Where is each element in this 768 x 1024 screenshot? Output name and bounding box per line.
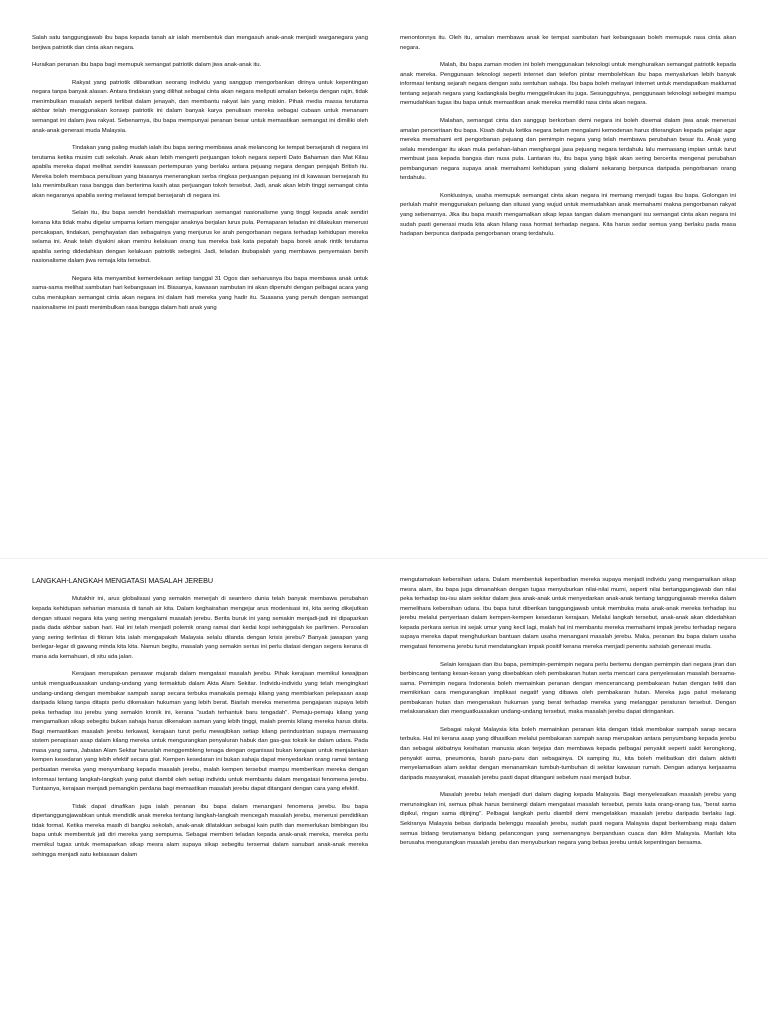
paragraph: Tidak dapat dinafikan juga ialah peranan ibu bapa dalam menangani fenomena jerebu. Ibu bapa dipertanggungjawabkan untuk mendidik anak mereka tentang langkah-langkah mencegah masalah jerebu, menerusi pendidikan tidak formal. Ketika mereka masih di bangku sekolah, anak-anak dilatakkan sebagai kain putih dan memerlukan bimbingan ibu bapa untuk membentuk jati diri mereka yang sempurna. Sebagai memberi teladan kepada anak-anak mereka, mereka perlu memikul tugas untuk memaparkan sikap mesra alam supaya sikap sebegitu tersemai dalam sanubari anak-anak mereka sehingga menjadi satu kebiasaan dalam bbox=[32, 803, 368, 858]
essay-patriotik-column-left bbox=[32, 34, 368, 544]
paragraph: Mutakhir ini, arus globalisasi yang semakin menerjah di seantero dunia telah banyak membawa perubahan kepada kehidupan seharian manusia di tanah air kita. Dalam keghairahan mengejar arus modenisasi ini, kita sering dikejutkan dengan situasi negara kita yang sering mengalami masalah jerebu. Berita buruk ini yang semakin menjadi-jadi ini dipaparkan pada dada akhbar saban hari. Hal ini telah menjadi polemik orang ramai dari kedai kopi sehinggalah ke parlimen. Persoalan yang sering terlintas di fikiran kita ialah mengapakah Malaysia selalu dilanda dengan krisis jerebu? Banyak jawapan yang berlegar-legar di gawang minda kita kita. Namun begitu, masalah yang semakin serius ini perlu diatasi dengan segera kerana di mana ada kemahuan, di situ ada jalan. bbox=[32, 596, 368, 660]
essay-heading: LANGKAH-LANGKAH MENGATASI MASALAH JEREBU bbox=[32, 576, 214, 585]
paragraph: Selain kerajaan dan ibu bapa, pemimpin-pemimpin negara perlu bertemu dengan pemimpin dari negara jiran dan berbincang tentang kesan-kesan yang disebabkan oleh pembakaran hutan serta mencari cara penyelesaian masalah bersama-sama. Pemimpin negara Indonesia boleh memainkan peranan dengan mencerancang pembakaran hutan dengan teliti dan memikirkan cara mengurangkan implikasi negatif yang dibawa oleh pembakaran hutan. Mereka juga patut melarang pembakaran hutan dan mengenakan hukuman yang berat terhadap mereka yang melanggar peraturan tersebut. Dengan melaksanakan dan menguatkuasakan undang-undang tersebut, maka masalah jerebu dapat diringankan. bbox=[400, 661, 736, 716]
essay-jerebu-column-left bbox=[32, 576, 368, 1024]
paragraph: Sebagai rakyat Malaysia kita boleh memainkan peranan kita dengan tidak membakar sampah sarap secara terbuka. Hal ini kerana asap yang dihasilkan melalui pembakaran sampah sarap merupakan antara penyumbang kepada jerebu dan sebagai akibatnya kesihatan manusia akan terjejas dan membawa kepada pelbagai penyakit seperti sakit kerongkong, penyakit asma, pneumonia, barah paru-paru dan sebagainya. Di samping itu, kita boleh melibatkan diri dalam aktiviti menyelamatkan alam sekitar dengan menanamkan tumbuh-tumbuhan di sekitar kawasan rumah. Dengan adanya kerjasama daripada masyarakat, masalah jerebu pasti dapat ditangani sebelum nasi menjadi bubur. bbox=[400, 726, 736, 781]
paragraph: Kerajaan merupakan penawar mujarab dalam mengatasi masalah jerebu. Pihak kerajaan memikul kewajipan untuk menguatkuasakan undang-undang yang termaktub dalam Akta Alam Sekitar. Individu-individu yang telah mengingkari undang-undang dengan membakar sampah sarap secara terbuka manakala pemaju kilang yang membiarkan pelepasan asap daripada kilang tanpa ditapis perlu dikenakan hukuman yang lebih berat. Biarlah mereka menerima pengajaran supaya lebih peka terhadap isu jerebu yang semakin kronik ini, kerana "sudah terhantuk baru tengadah". Pemaju-pemaju kilang yang mengamalkan sikap sebegitu bukan sahaja harus dikenakan saman yang lebih tinggi, malah premis kilang mereka harus disita. Bagi memastikan masalah jerebu terkawal, kerajaan turut perlu mewajibkan setiap kilang perindustrian supaya memasang sistem penapisan asap dalam kilang mereka untuk mengurangkan penyaluran habuk dan gas-gas toksik ke dalam udara. Pada masa yang sama, Jabatan Alam Sekitar haruslah menggembleng tenaga dengan organisasi bukan kerajaan untuk menjalankan kempen kesedaran yang lebih efektif secara giat. Kempen kesedaran ini bukan sahaja dapat menyedarkan orang ramai tentang perbuatan mereka yang menyumbang kepada masalah jerebu, malah kempen tersebut mampu memberikan mereka dengan informasi tentang langkah-langkah yang patut diambil oleh setiap individu untuk membantu dalam mengatasi fenomena jerebu. Tuntasnya, kerajaan menjadi pemangkin perdana bagi memastikan masalah jerebu dapat ditangani dengan cara yang efektif. bbox=[32, 671, 368, 793]
paragraph: Malahan, semangat cinta dan sanggup berkorban demi negara ini boleh disemai dalam jiwa anak menerusi amalan penceritaan ibu bapa. Kisah dahulu ketika negara belum mengalami kemodenan harus diterangkan kepada pelajar agar mereka memahami erti pengorbanan pejuang dan pemimpin negara yang telah membawa perubahan besar itu. Anak yang selalu mendengar itu akan mula perlahan-lahan menghargai jasa pejuang negara terdahulu lalu memasang impian untuk turut membuat jasa kepada bangsa dan nusa pula. Lantaran itu, ibu bapa yang bijak akan sering bercerita mengenai perubahan pembangunan negara supaya anak memahami kehidupan yang dialami sekarang berpunca daripada pengorbanan orang terdahulu. bbox=[400, 117, 736, 182]
essay-question: Huraikan peranan ibu bapa bagi memupuk semangat patriotik dalam jiwa anak-anak itu. bbox=[32, 62, 262, 69]
paragraph: Selain itu, ibu bapa sendiri hendaklah memaparkan semangat nasionalisme yang tinggi kepada anak sendiri kerana kita tidak mahu digelar umpama ketam mengajar anaknya berjalan lurus pula. Pemaparan teladan ini dilakukan menerusi percakapan, tindakan, penghayatan dan sebagainya yang menjurus ke arah pengorbanan negara terhadap kehidupan mereka selama ini. Anak telah diyakini akan meniru kelakuan orang tua mereka bak kata pepatah bapa borek anak rintik terutama apabila sering didedahkan dengan kelakuan patriotik sebegini. Jadi, teladan ibubapalah yang membawa penyemaian benih nasionalisme dalam jiwa remaja kita tersebut. bbox=[32, 210, 368, 265]
paragraph: Rakyat yang patriotik diibaratkan seorang individu yang sanggup mengorbankan dirinya untuk kepentingan negara tanpa banyak alasan. Antara tindakan yang dilihat sebagai cinta akan negara meliputi amalan bekerja dengan rajin, tidak menimbulkan masalah seperti terlibat dalam jenayah, dan membantu rakyat lain yang miskin. Pihak media massa terutama akhbar telah menggunakan konsep patriotik ini dalam banyak karya penulisan mereka sebagai cubaan untuk menanam semangat ini dalam jiwa rakyat. Sebenarnya, ibu bapa mempunyai peranan besar untuk memastikan semangat ini dimiliki oleh anak-anak generasi muda Malaysia. bbox=[32, 79, 368, 134]
paragraph: Konklusinya, usaha memupuk semangat cinta akan negara ini memang menjadi tugas ibu bapa. Golongan ini perlulah mahir menggunakan peluang dan situasi yang wujud untuk memudahkan anak memahami makna pengorbanan rakyat yang sebenarnya. Jika ibu bapa masih mengamalkan sikap lepas tangan dalam menangani isu semangat cinta akan negara ini sudah pasti generasi muda kita akan hilang rasa hormat terhadap negara. Kita harus sedar semua yang berlaku pada masa hadapan berpunca daripada pengorbanan orang terdahulu. bbox=[400, 192, 736, 238]
essay-patriotik-column-right bbox=[400, 34, 736, 544]
paragraph: Tindakan yang paling mudah ialah ibu bapa sering membawa anak melancong ke tempat bersejarah di negara ini terutama ketika musim cuti sekolah. Anak akan lebih mengerti perjuangan tokoh negara seperti Dato Bahaman dan Mat Kilau apabila mereka dapat melihat sendiri kawasan pertempuran yang berlaku antara pejuang negara dengan penjajah British itu. Mereka boleh membaca penulisan yang biasanya menerangkan serba ringkas perjuangan pejuang ini di kawasan bersejarah itu lalu menimbulkan rasa bangga dan berterima kasih atas perjuangan tokoh tersebut. Jadi, anak akan lebih tinggi semangat cinta akan negaranya apabila sering melawat tempat bersejarah di negara ini. bbox=[32, 145, 368, 199]
essay-intro: Salah satu tanggungjawab ibu bapa kepada tanah air ialah membentuk dan mengasuh anak-anak menjadi warganegara yang berjiwa patriotik dan cinta akan negara. bbox=[32, 35, 368, 51]
essay-jerebu-column-right bbox=[400, 576, 736, 1024]
paragraph: Malah, ibu bapa zaman moden ini boleh menggunakan teknologi untuk menghuraikan semangat patriotik kepada anak mereka. Penggunaan teknologi seperti internet dan telefon pintar membolehkan ibu bapa menyalurkan lebih banyak informasi tentang sejarah negara dengan satu sentuhan sahaja. Ibu bapa boleh melayari internet untuk mendapatkan maklumat tentang sejarah negara yang kadangkala begitu menggelirukan itu juga. Sesungguhnya, penggunaan teknologi sebegini mampu memudahkan tugas ibu bapa untuk memastikan anak mereka memiliki rasa cinta akan negara. bbox=[400, 62, 736, 107]
paragraph: Negara kita menyambut kemerdekaan setiap tanggal 31 Ogos dan seharusnya ibu bapa membawa anak untuk sama-sama melihat sambutan hari kebangsaan ini. Biasanya, kawasan sambutan ini akan dipenuhi dengan pelbagai acara yang cuba meniupkan semangat cinta akan negara ini dalam hati mereka yang hadir itu. Suasana yang penuh dengan semangat nasionalisme ini pasti menimbulkan rasa bangga dalam hati anak yang bbox=[32, 275, 368, 311]
paragraph: menontonnya itu. Oleh itu, amalan membawa anak ke tempat sambutan hari kebangsaan boleh memupuk rasa cinta akan negara. bbox=[400, 35, 736, 51]
paragraph: mengutamakan kebersihan udara. Dalam membentuk keperibadian mereka supaya menjadi individu yang mengamalkan sikap mesra alam, ibu bapa juga dimanahkan dengan tugas menyuburkan nilai-nilai murni, seperti nilai bertanggungjawab dan nilai peka terhadap isu-isu alam sekitar dalam jiwa anak-anak untuk menyedarkan anak-anak tentang tanggungjawab mereka dalam memelihara kebersihan udara. Ibu bapa turut diberikan tanggungjawab untuk membuka mata anak-anak mereka terhadap isu jerebu melalui penyertaan dalam kempen-kempen kesedaran kerajaan. Melalui langkah tersebut, anak-anak akan didedahkan kepada perkara serius ini sejak umur yang kecil lagi, malah hal ini membantu mereka memahami impak jerebu terhadap negara supaya mereka dapat menghulurkan bantuan dalam usaha menangani masalah jerebu. Maka, peranan ibu bapa dalam usaha mengatasi fenomena jerebu turut mendatangkan impak positif kerana mereka menjadi penentu sahsiah generasi muda. bbox=[400, 577, 736, 650]
paragraph: Masalah jerebu telah menjadi duri dalam daging kepada Malaysia. Bagi menyelesaikan masalah jerebu yang merunsingkan ini, semua pihak harus bersinergi dalam mengatasi masalah tersebut, persis kata orang-orang tua, "berat sama dipikul, ringan sama dijinjing". Pelbagai langkah perlu diambil demi mengelakkan masalah jerebu daripada berlaku lagi. Sekiranya Malaysia bebas daripada belenggu masalah jerebu, sudah pasti negara Malaysia dapat berkembang maju dalam semua bidang terutamanya bidang pelancongan yang semenangnya berpanduan cuaca dan iklim Malaysia. Marilah kita berusaha mengurangkan masalah jerebu dan menyuburkan negara yang bebas jerebu untuk kepentingan bersama. bbox=[400, 792, 736, 847]
page-break bbox=[0, 558, 768, 559]
